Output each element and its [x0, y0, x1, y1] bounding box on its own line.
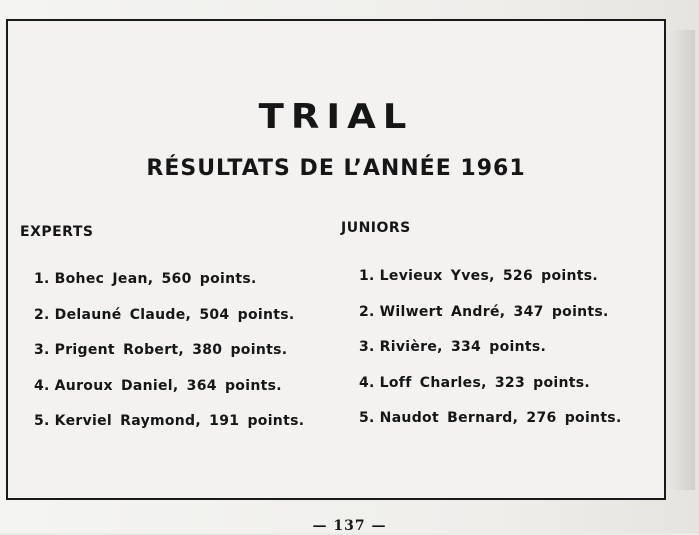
page-edge-shadow: [669, 30, 695, 490]
juniors-heading: JUNIORS: [341, 220, 411, 236]
list-item: 3. Prigent Robert, 380 points.: [34, 342, 288, 358]
list-item: 5. Kerviel Raymond, 191 points.: [34, 413, 305, 429]
page-subtitle: RÉSULTATS DE L’ANNÉE 1961: [146, 156, 526, 181]
juniors-list: [359, 267, 622, 445]
list-item: 5. Naudot Bernard, 276 points.: [359, 410, 622, 426]
list-item: 4. Loff Charles, 323 points.: [359, 374, 591, 391]
page-title: TRIAL: [258, 96, 414, 137]
list-item: 3. Rivière, 334 points.: [359, 339, 547, 355]
list-item: 1. Bohec Jean, 560 points.: [34, 271, 257, 287]
page-number: — 137 —: [312, 518, 387, 534]
experts-list: [34, 270, 304, 448]
list-item: 2. Delauné Claude, 504 points.: [34, 306, 295, 323]
experts-heading: EXPERTS: [20, 224, 94, 240]
list-item: 4. Auroux Daniel, 364 points.: [34, 377, 282, 394]
list-item: 2. Wilwert André, 347 points.: [359, 303, 609, 320]
list-item: 1. Levieux Yves, 526 points.: [359, 268, 599, 284]
results-box: [6, 19, 666, 500]
